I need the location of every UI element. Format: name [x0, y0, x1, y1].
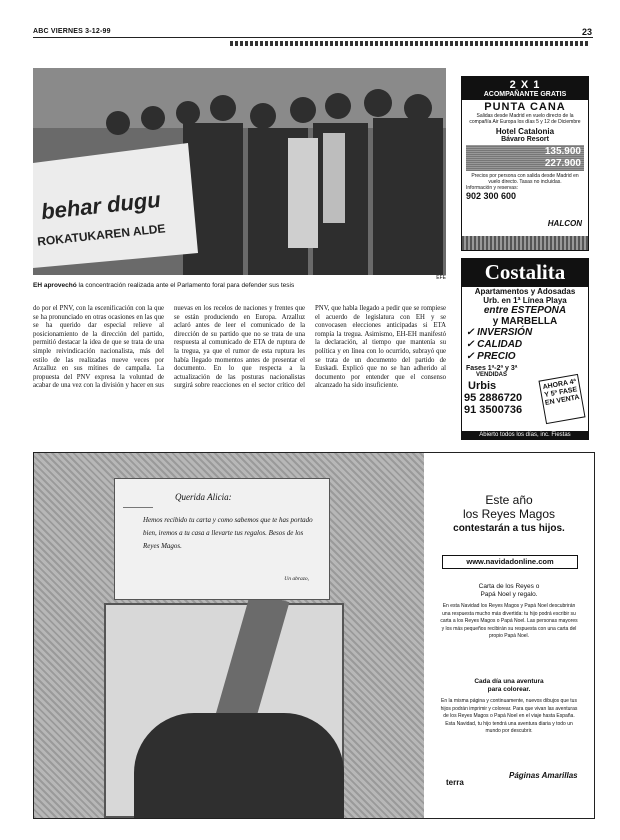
ad-hotel: Hotel Catalonia: [495, 127, 555, 136]
section-2-title-a: Cada día una aventura: [474, 678, 544, 685]
costalita-burst: AHORA 4ª Y 5ª FASE EN VENTA: [538, 374, 585, 424]
ad-info-label: Información y reservas:: [466, 185, 518, 191]
terra-logo: terra: [446, 778, 464, 787]
ad-hotel-sub: Bávaro Resort: [501, 136, 549, 143]
letter-card: [114, 478, 330, 600]
section-1-body: En esta Navidad los Reyes Magos y Papá Noel descubrirán una respuesta mucho más divertida: tu hijo podrá escribir su carta a los Reyes Magos o Papá Noel. Las personas mayores y los más pequeños recibirán su respuesta con una carta del propio Papá Noel.: [440, 603, 578, 639]
section-2-body: En la misma página y continuamente, nuevos dibujos que tus hijos podrán imprimir y colorear. Para que vivan las aventuras de los Reyes Magos o Papá Noel en el viaje hasta España. Esta Navidad, tu hijo tendrá una aventura diaria y todo un mundo por descubrir.: [440, 698, 578, 734]
punta-cana-ad[interactable]: [461, 76, 589, 251]
section-1-title-a: Carta de los Reyes o: [478, 583, 540, 590]
photo-credit: EFE: [436, 275, 446, 281]
card-sign: Un abrazo,: [284, 576, 309, 582]
costalita-check-2: ✓ CALIDAD: [466, 339, 523, 350]
ad-url-link[interactable]: www.navidadonline.com: [442, 555, 578, 569]
ad-footer-strip: [462, 236, 588, 250]
costalita-line-3: entre ESTEPONA: [483, 305, 567, 316]
child-figure: [134, 713, 344, 818]
banner-text-2: ROKATUKAREN ALDE: [36, 221, 167, 249]
ad-text-panel: [424, 453, 594, 818]
news-photo: [33, 68, 446, 275]
section-1-title: [424, 583, 594, 599]
ad-conditions: Precios por persona con salida desde Madrid en vuelo directo. Tasas no incluidas.: [471, 173, 579, 185]
ad-price-1: 135.900: [544, 146, 581, 157]
costalita-footer: Abierto todos los días, inc. Fiestas: [462, 431, 588, 439]
costalita-line-1: Apartamentos y Adosadas: [474, 287, 576, 296]
ad-brand: HALCON: [547, 219, 582, 228]
header-pattern-bar: [230, 41, 590, 46]
card-title: Querida Alicia:: [175, 492, 232, 502]
article-body: do por el PNV, con la escenificación con la que se ha pronunciado en otras ocasiones en las que se ha querido dar especial relieve al posicionamiento de la dirección del partido, permitió destacar la idea de que se trata de una simple reivindicación nacionalista, más del estilo de las realizadas nueve veces por Arzalluz en sus mítines de campaña. La propuesta del PNV expresa la voluntad de acabar de una vez con la división y hacer en sus nuevas en los recelos de naciones y frentes que se están produciendo en Europa. Arzalluz aclaró antes de leer el comunicado de la dirección de su partido que no se trata de una respuesta al comunicado de ETA de ruptura de la tregua, ya que el rumor de esta ruptura les había llegado momentos antes de presentar el documento. En lo que respecta a la actualización de las posturas nacionalistas surgirá sobre reacciones en el sector crítico del PNV, que habla llegado a pedir que se rompiese el acuerdo de legislatura con EH y se convocasen elecciones anticipadas si ETA rompía la tregua. Asimismo, EH-EH manifestó la declaración, al tiempo que mantenía su política y en línea con lo ocurrido, subrayó que se trata de un documento del partido de Euskadi. Explicó que no se han adherido al documento por entender que el consenso alcanzado ha sido insuficiente.: [33, 305, 446, 390]
costalita-developer: Urbis: [468, 380, 497, 392]
ad-price-2: 227.900: [544, 158, 581, 169]
costalita-check-1: ✓ INVERSIÓN: [466, 327, 533, 338]
costalita-ad[interactable]: [461, 258, 589, 440]
costalita-phone-1[interactable]: 95 2886720: [464, 392, 523, 404]
costalita-phone-2[interactable]: 91 3500736: [464, 404, 523, 416]
headline-2: los Reyes Magos: [462, 507, 556, 521]
costalita-line-4: y MARBELLA: [492, 316, 558, 327]
header-rule: [33, 37, 593, 38]
photo-caption: [33, 275, 446, 289]
paginas-amarillas-logo: Páginas Amarillas: [509, 771, 578, 780]
costalita-phases: Fases 1ª-2ª y 3ª: [466, 365, 518, 372]
ad-offer-banner: [462, 77, 588, 100]
card-decoration: [123, 487, 153, 508]
costalita-check-3: ✓ PRECIO: [466, 351, 516, 362]
costalita-line-2: Urb. en 1ª Línea Playa: [483, 296, 567, 305]
ad-offer: 2 X 1: [509, 79, 541, 91]
ad-offer-subtitle: ACOMPAÑANTE GRATIS: [483, 91, 567, 98]
photo-illustration: [33, 68, 446, 275]
ad-destination: PUNTA CANA: [484, 101, 566, 113]
section-2-title: [424, 678, 594, 694]
costalita-sold: VENDIDAS: [476, 372, 508, 378]
headline-1: Este año: [485, 493, 533, 507]
headline-3: contestarán a tus hijos.: [453, 523, 565, 534]
caption-bold: EH aprovechó: [33, 282, 77, 289]
ad-price-box: [466, 145, 584, 171]
ad-photo-area: [34, 453, 424, 818]
banner-text-1: behar dugu: [39, 186, 162, 225]
ad-phone[interactable]: 902 300 600: [466, 191, 517, 201]
ad-departure-note: Salidas desde Madrid en vuelo directo de la compañía Air Europa los días 5 y 12 de Diciembre: [469, 113, 581, 125]
ad-headline: [424, 493, 594, 521]
costalita-brand: Costalita: [462, 259, 588, 287]
section-2-title-b: para colorear.: [487, 686, 531, 693]
card-text: Hemos recibido tu carta y como sabemos que te has portado bien, iremos a tu casa a llevarte tus regalos. Besos de los Reyes Magos.: [143, 516, 313, 550]
page-header-date: ABC VIERNES 3-12-99: [33, 28, 111, 35]
reyes-magos-ad[interactable]: [33, 452, 595, 819]
section-1-title-b: Papá Noel y regalo.: [480, 591, 538, 598]
page-number: 23: [582, 27, 593, 37]
caption-text: la concentración realizada ante el Parlamento foral para defender sus tesis: [76, 282, 295, 289]
